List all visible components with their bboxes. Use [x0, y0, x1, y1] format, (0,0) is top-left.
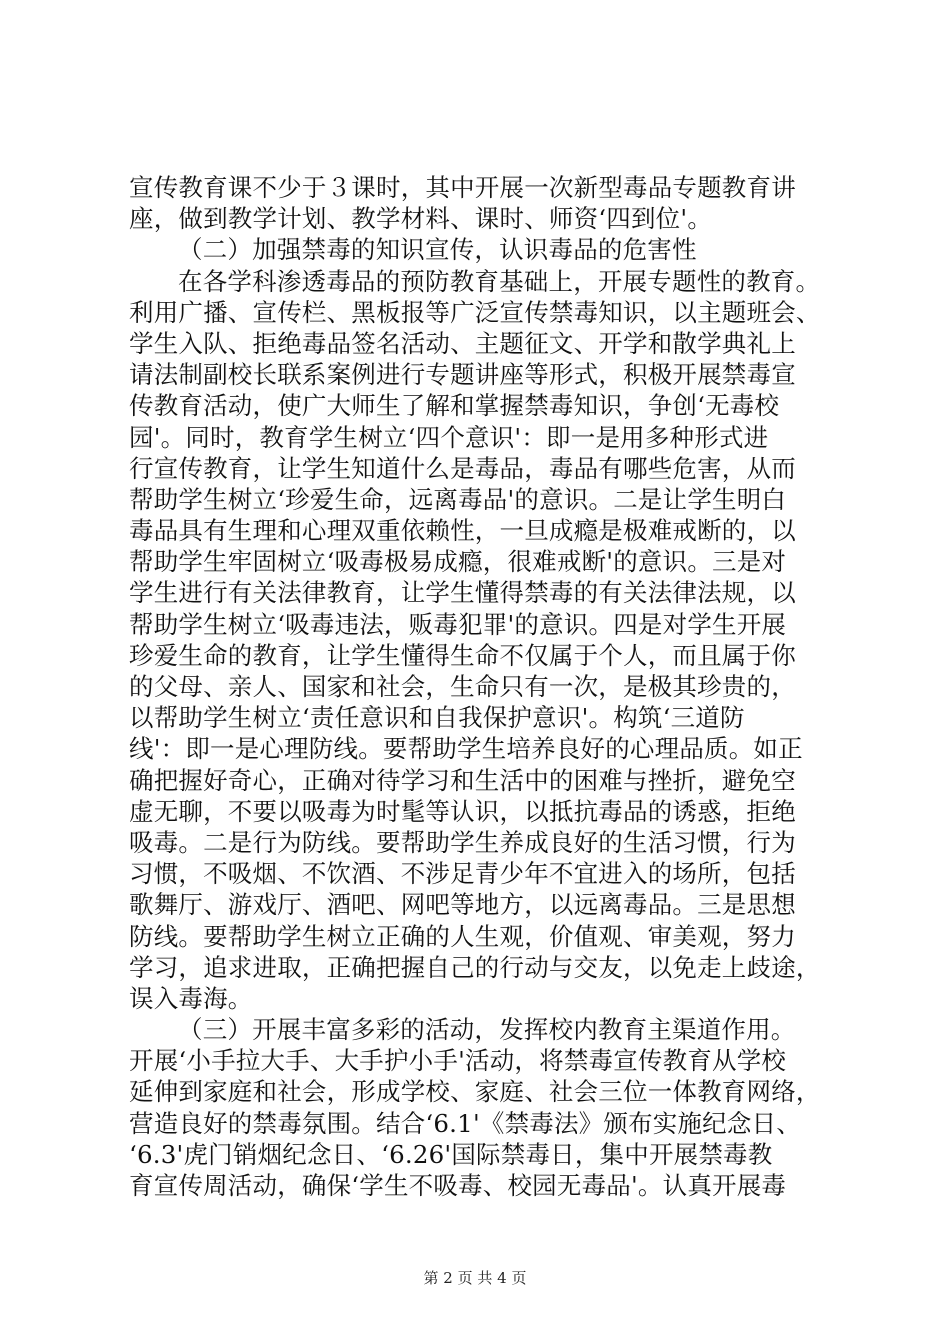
text-line: 误入毒海。	[129, 983, 253, 1013]
text-line: 帮助学生牢固树立‘吸毒极易成瘾，很难戒断'的意识。三是对	[129, 547, 787, 577]
text-line: 帮助学生树立‘吸毒违法，贩毒犯罪'的意识。四是对学生开展	[129, 609, 787, 639]
text-line: 行宣传教育，让学生知道什么是毒品，毒品有哪些危害，从而	[129, 453, 796, 483]
text-line: 确把握好奇心，正确对待学习和生活中的困难与挫折，避免空	[129, 765, 796, 795]
text-line: 在各学科渗透毒品的预防教育基础上，开展专题性的教育。	[178, 266, 821, 296]
text-line: （二）加强禁毒的知识宣传，认识毒品的危害性	[178, 235, 697, 265]
text-line: 歌舞厅、游戏厅、酒吧、网吧等地方，以远离毒品。三是思想	[129, 890, 796, 920]
text-line: 延伸到家庭和社会，形成学校、家庭、社会三位一体教育网络，	[129, 1077, 821, 1107]
text-line: 育宣传周活动，确保‘学生不吸毒、校园无毒品'。认真开展毒	[129, 1171, 787, 1200]
text-line: 学生入队、拒绝毒品签名活动、主题征文、开学和散学典礼上	[129, 328, 796, 358]
text-line: 学习，追求进取，正确把握自己的行动与交友，以免走上歧途，	[129, 952, 821, 982]
text-line: 帮助学生树立‘珍爱生命，远离毒品'的意识。二是让学生明白	[129, 484, 787, 514]
document-body	[129, 172, 859, 1201]
text-line: 园'。同时，教育学生树立‘四个意识'：即一是用多种形式进	[129, 422, 769, 452]
text-line: 利用广播、宣传栏、黑板报等广泛宣传禁毒知识，以主题班会、	[129, 297, 821, 327]
text-line: 习惯，不吸烟、不饮酒、不涉足青少年不宜进入的场所，包括	[129, 859, 796, 889]
text-line: 毒品具有生理和心理双重依赖性，一旦成瘾是极难戒断的，以	[129, 516, 796, 546]
page-footer: 第 2 页 共 4 页	[423, 1269, 527, 1287]
text-line: 的父母、亲人、国家和社会，生命只有一次，是极其珍贵的，	[129, 672, 796, 701]
text-line: 吸毒。二是行为防线。要帮助学生养成良好的生活习惯，行为	[129, 827, 796, 857]
text-line: 防线。要帮助学生树立正确的人生观，价值观、审美观，努力	[129, 921, 796, 951]
text-line: 请法制副校长联系案例进行专题讲座等形式，积极开展禁毒宣	[129, 360, 796, 390]
text-line: 营造良好的禁毒氛围。结合‘6.1'《禁毒法》颁布实施纪念日、	[129, 1108, 801, 1138]
text-line: ‘6.3'虎门销烟纪念日、‘6.26'国际禁毒日，集中开展禁毒教	[129, 1139, 773, 1169]
text-line: 虚无聊，不要以吸毒为时髦等认识，以抵抗毒品的诱惑，拒绝	[129, 796, 796, 826]
text-line: 以帮助学生树立‘责任意识和自我保护意识'。构筑‘三道防	[129, 703, 745, 733]
text-line: 开展‘小手拉大手、大手护小手'活动，将禁毒宣传教育从学校	[129, 1046, 787, 1076]
text-line: 传教育活动，使广大师生了解和掌握禁毒知识，争创‘无毒校	[129, 391, 780, 421]
text-line: （三）开展丰富多彩的活动，发挥校内教育主渠道作用。	[178, 1015, 796, 1045]
text-line: 学生进行有关法律教育，让学生懂得禁毒的有关法律法规，以	[129, 578, 796, 608]
text-line: 宣传教育课不少于３课时，其中开展一次新型毒品专题教育讲	[129, 173, 796, 202]
text-line: 线'：即一是心理防线。要帮助学生培养良好的心理品质。如正	[129, 734, 803, 764]
text-line: 座，做到教学计划、教学材料、课时、师资‘四到位'。	[129, 204, 713, 234]
text-line: 珍爱生命的教育，让学生懂得生命不仅属于个人，而且属于你	[129, 640, 796, 670]
